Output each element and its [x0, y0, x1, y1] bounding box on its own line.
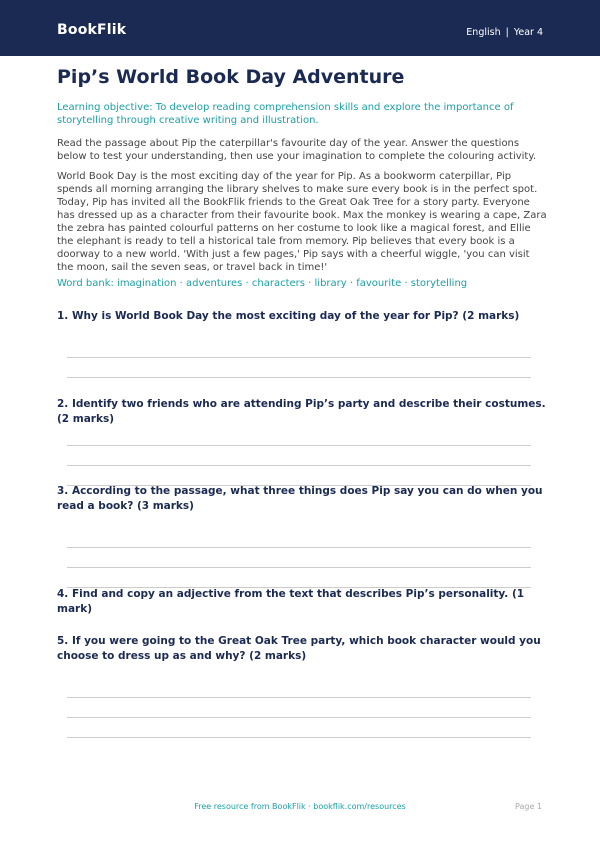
answer-line[interactable] [67, 737, 531, 738]
word-bank: Word bank: imagination · adventures · characters · library · favourite · storytelling [57, 278, 468, 289]
reading-passage: World Book Day is the most exciting day of the year for Pip. As a bookworm caterpillar, Pip spends all morning arranging the library shelves to make sure every book is in the perfect spot. Today, Pip has invited all the BookFlik friends to the Great Oak Tree for a story party. Everyone has dressed up as a character from their favourite book. Max the monkey is wearing a cape, Zara the zebra has painted colourful patterns on her costume to look like a magical forest, and Ellie the elephant is ready to tell a historical tale from memory. Pip believes that every book is a doorway to a new world. 'With just a few pages,' Pip says with a cheerful wiggle, 'you can visit the moon, sail the seven seas, or travel back in time!' [57, 171, 547, 273]
brand-logo[interactable]: BookFlik [57, 22, 127, 38]
question-1: 1. Why is World Book Day the most exciting day of the year for Pip? (2 marks) [57, 310, 520, 322]
answer-line[interactable] [67, 377, 531, 378]
answer-line[interactable] [67, 697, 531, 698]
page-title: Pip’s World Book Day Adventure [57, 66, 405, 88]
meta-separator: | [505, 27, 509, 38]
answer-line[interactable] [67, 465, 531, 466]
answer-line[interactable] [67, 445, 531, 446]
question-4: 4. Find and copy an adjective from the text that describes Pip’s personality. (1 mark) [57, 588, 525, 615]
question-5: 5. If you were going to the Great Oak Tree party, which book character would you choose to dress up as and why? (2 marks) [57, 635, 541, 662]
subject-label: English [466, 27, 501, 38]
footer-link[interactable]: Free resource from BookFlik · bookflik.com/resources [194, 802, 406, 811]
header-bar [0, 0, 600, 56]
learning-objective: Learning objective: To develop reading comprehension skills and explore the importance of storytelling through creative writing and illustration. [57, 102, 514, 126]
year-label: Year 4 [513, 27, 543, 38]
page-number: Page 1 [515, 802, 542, 811]
answer-line[interactable] [67, 547, 531, 548]
question-2: 2. Identify two friends who are attending Pip’s party and describe their costumes. (2 marks) [57, 398, 546, 425]
answer-line[interactable] [67, 357, 531, 358]
header-meta [466, 27, 543, 38]
answer-line[interactable] [67, 567, 531, 568]
answer-line[interactable] [67, 717, 531, 718]
question-3: 3. According to the passage, what three things does Pip say you can do when you read a book? (3 marks) [57, 485, 543, 512]
intro-text: Read the passage about Pip the caterpillar's favourite day of the year. Answer the questions below to test your understanding, then use your imagination to complete the colouring activity. [57, 138, 537, 162]
